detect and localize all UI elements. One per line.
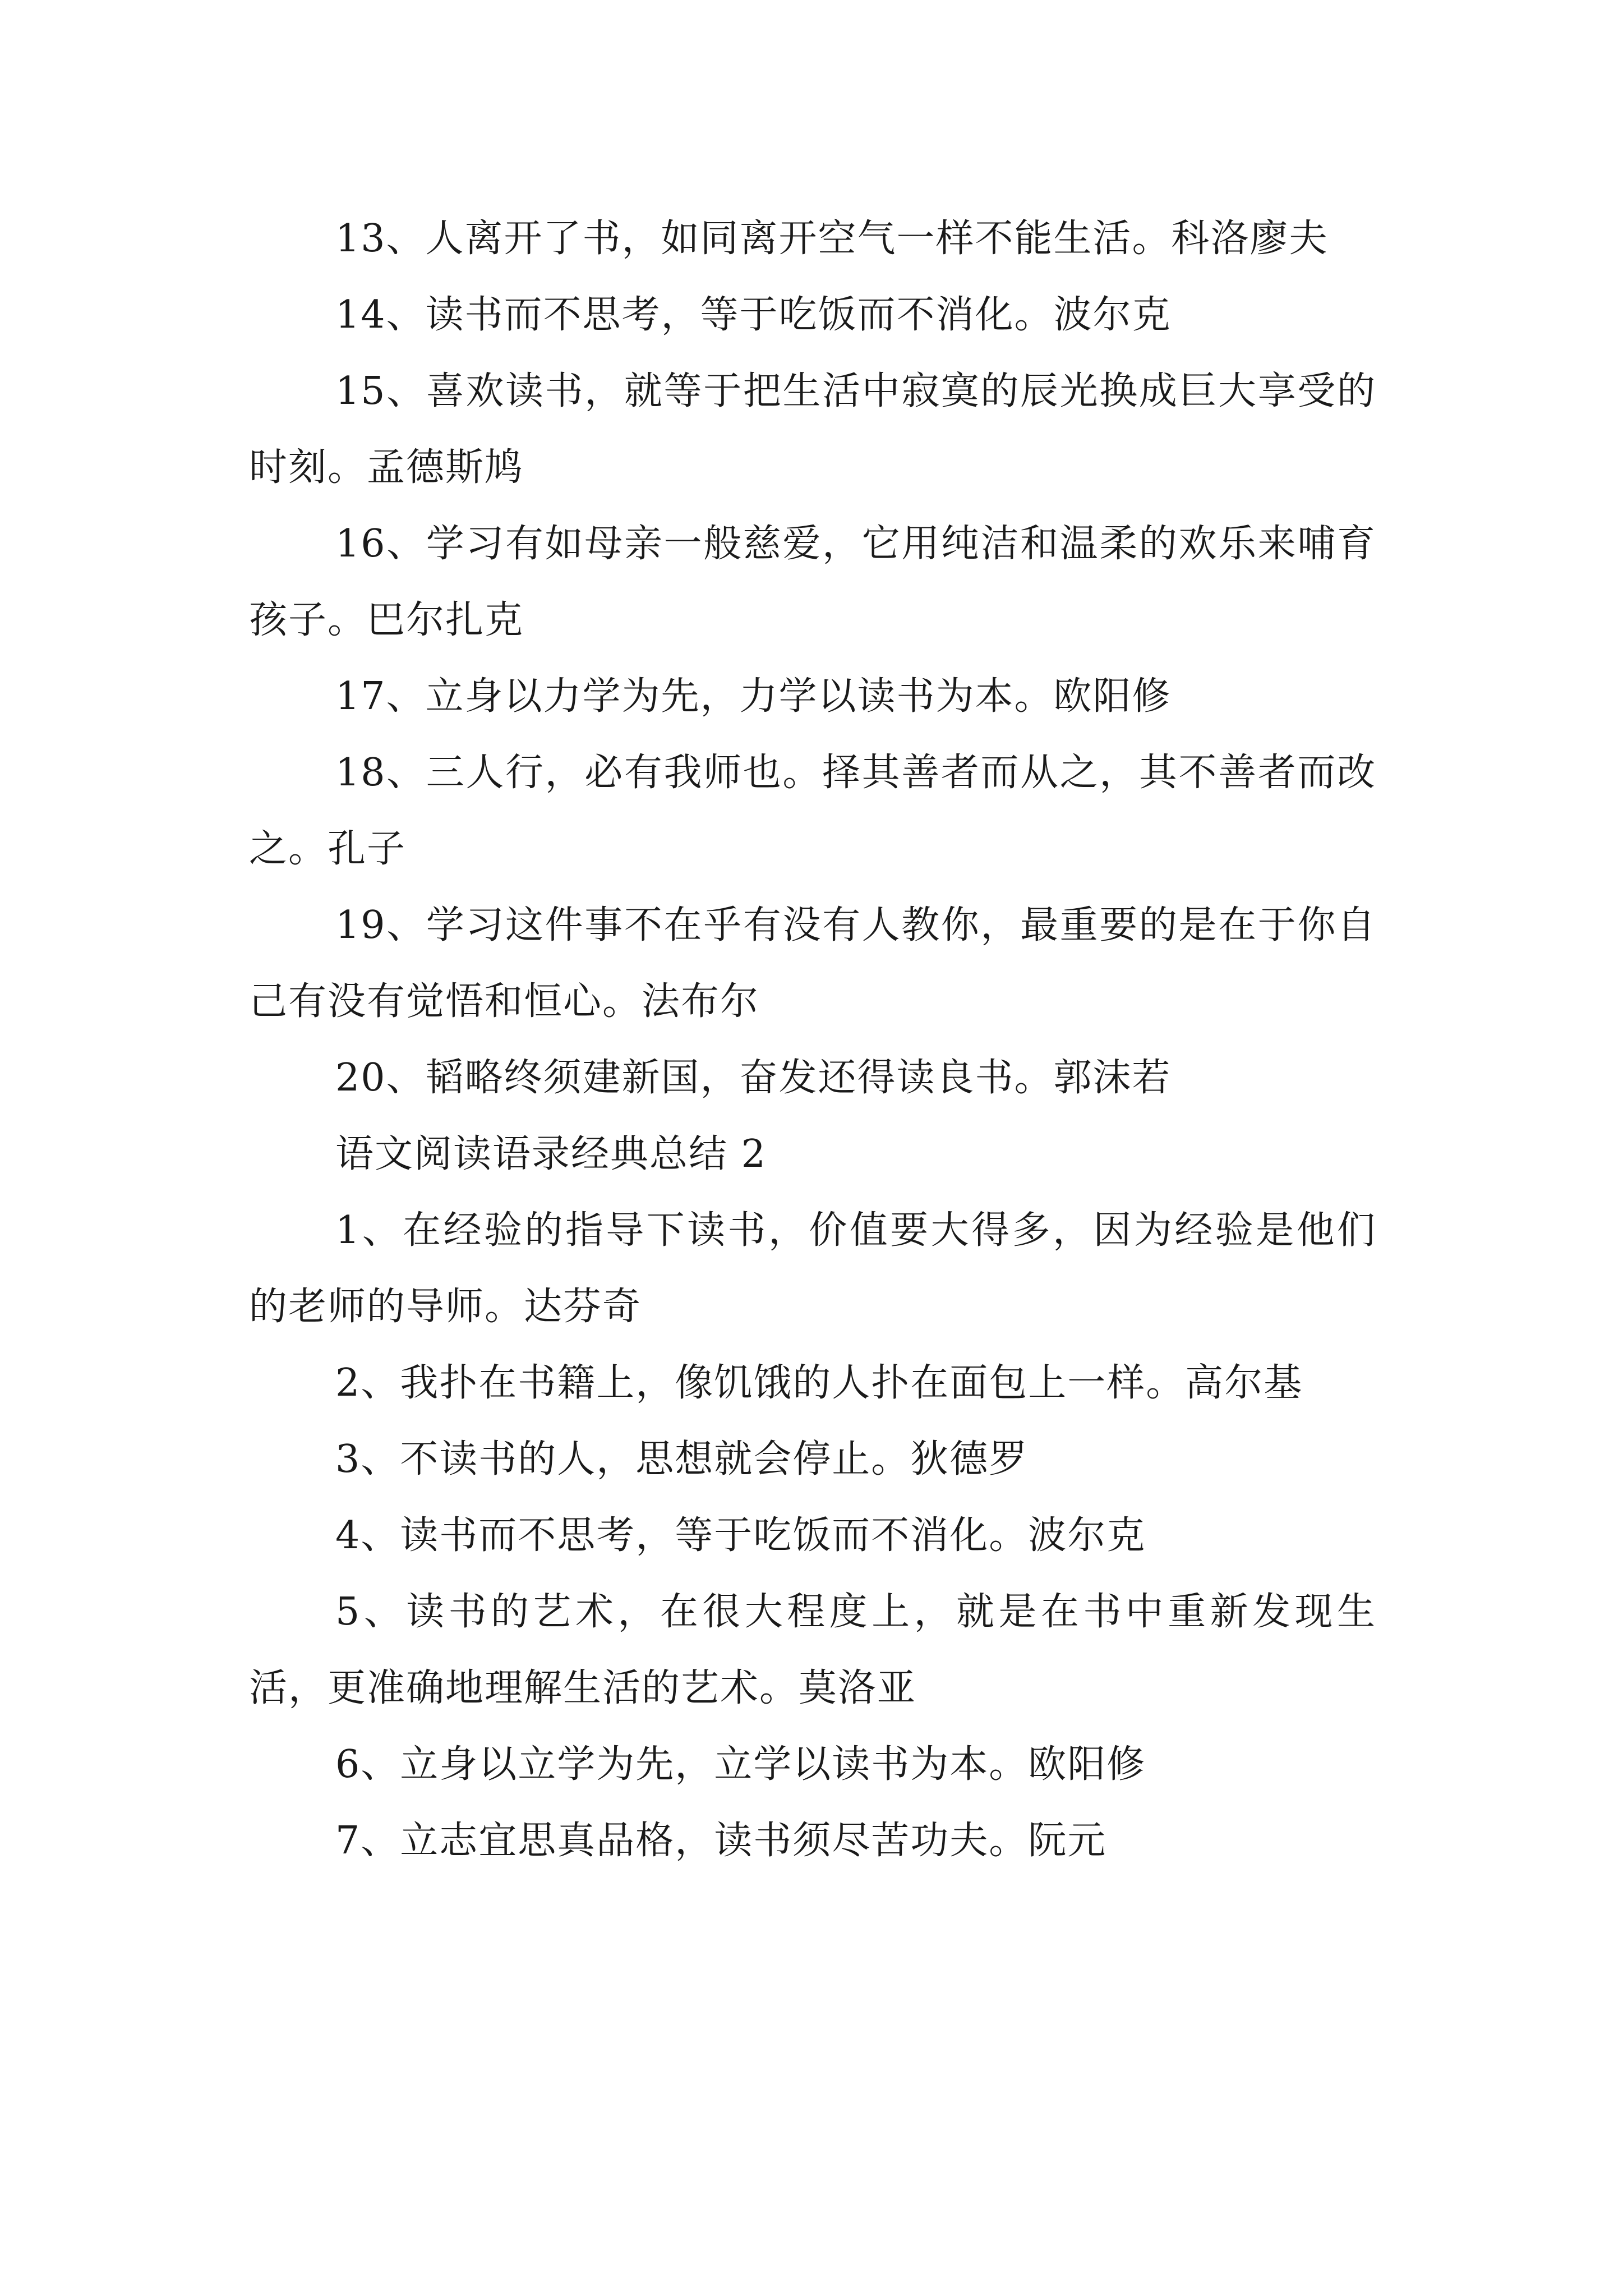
paragraph-quote-20: 20、韬略终须建新国，奋发还得读良书。郭沫若 (335, 1056, 1172, 1100)
paragraph-quote-18: 18、三人行，必有我师也。择其善者而从之，其不善者而改之。孔子 (249, 751, 1376, 871)
section-heading: 语文阅读语录经典总结 2 (335, 1132, 767, 1176)
paragraph-quote-14: 14、读书而不思考，等于吃饭而不消化。波尔克 (335, 293, 1172, 337)
paragraph-quote-2: 2、我扑在书籍上，像饥饿的人扑在面包上一样。高尔基 (335, 1361, 1303, 1405)
paragraph-quote-6: 6、立身以立学为先，立学以读书为本。欧阳修 (335, 1742, 1146, 1787)
paragraph-quote-19: 19、学习这件事不在乎有没有人教你，最重要的是在于你自己有没有觉悟和恒心。法布尔 (249, 903, 1376, 1024)
paragraph-quote-15: 15、喜欢读书，就等于把生活中寂寞的辰光换成巨大享受的时刻。孟德斯鸠 (249, 369, 1376, 490)
paragraph-quote-13: 13、人离开了书，如同离开空气一样不能生活。科洛廖夫 (335, 217, 1329, 261)
paragraph-quote-17: 17、立身以力学为先，力学以读书为本。欧阳修 (335, 674, 1172, 719)
paragraph-quote-3: 3、不读书的人，思想就会停止。狄德罗 (335, 1437, 1029, 1481)
document-body (249, 201, 1376, 1879)
paragraph-quote-4: 4、读书而不思考，等于吃饭而不消化。波尔克 (335, 1513, 1146, 1558)
paragraph-quote-7: 7、立志宜思真品格，读书须尽苦功夫。阮元 (335, 1819, 1107, 1863)
paragraph-quote-16: 16、学习有如母亲一般慈爱，它用纯洁和温柔的欢乐来哺育孩子。巴尔扎克 (249, 522, 1376, 642)
paragraph-quote-1: 1、在经验的指导下读书，价值要大得多，因为经验是他们的老师的导师。达芬奇 (249, 1208, 1376, 1329)
paragraph-quote-5: 5、读书的艺术，在很大程度上，就是在书中重新发现生活，更准确地理解生活的艺术。莫洛亚 (249, 1590, 1376, 1710)
